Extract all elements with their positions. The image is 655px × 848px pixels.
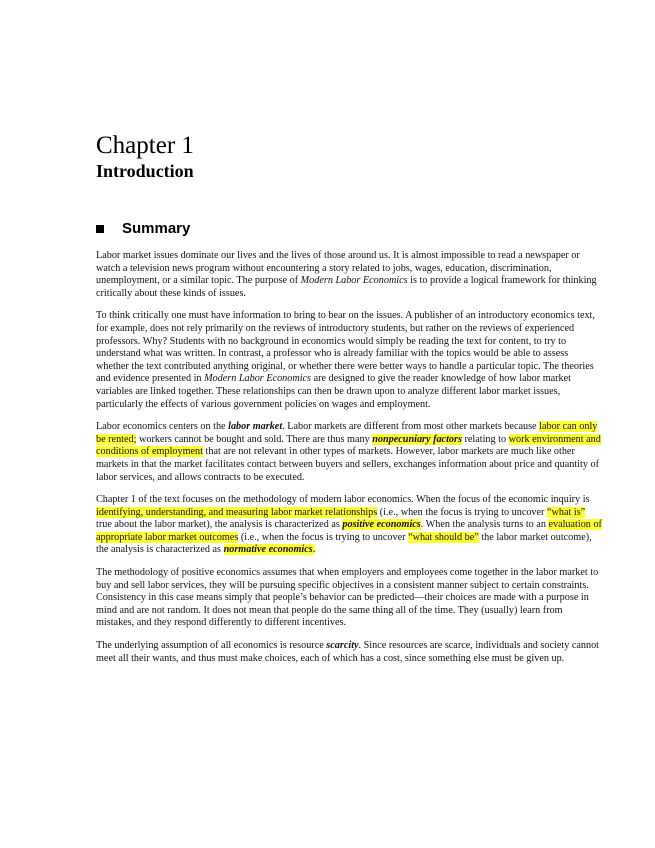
text-hlkw: positive economics: [342, 519, 421, 531]
text-em: Modern Labor Economics: [204, 373, 312, 385]
text-run: The methodology of positive economics assumes that when employers and employees come together in the labor market to buy and sell labor services, they will be pursuing specific objectives in a consistent manner subject to certain constraints. Consistency in this case means simply that people’s behavior can be predicted—their choices are made with a purpose in mind and are not random. It does not mean that people do the same thing all of the time. They (usually) learn from mistakes, and they respond differently to different incentives.: [96, 567, 599, 629]
text-kw: labor market: [228, 421, 283, 433]
text-hl: “what should be”: [408, 531, 479, 543]
text-run: Labor economics centers on the: [96, 421, 229, 433]
text-run: (i.e., when the focus is trying to uncover: [377, 506, 547, 518]
text-run: To think critically one must have information to bring to bear on the issues. A publisher of an introductory economics text, for example, does not rely primarily on the reviews of introductory students, but rather on the reviews of experienced professors. Why? Students with no background in economics would simply be reading the text for content, to try to understand what was written. In contrast, a professor who is already familiar with the topics would be able to assess whether the text contributed anything original, or whether there were better ways to handle a particular topic. The theories and evidence presented in: [96, 310, 595, 385]
chapter-title: Chapter 1: [96, 132, 194, 159]
text-run: (i.e., when the focus is trying to uncover: [238, 531, 409, 543]
text-run: Labor market issues dominate our lives and the lives of those around us. It is almost impossible to read a newspaper or watch a television news program without encountering a story related to jobs, wages, education, discrimination, unemployment, or a similar topic. The purpose of: [96, 250, 580, 287]
text-run: . Labor markets are different from most other markets because: [282, 421, 540, 433]
text-hl: evaluation of appropriate labor market outcomes: [96, 519, 602, 543]
section-heading: [96, 220, 602, 237]
paragraph: [96, 250, 602, 300]
text-kw: scarcity: [326, 640, 359, 652]
text-run: true about the labor market), the analysis is characterized as: [96, 519, 343, 531]
text-run: workers cannot be bought and sold. There are thus many: [136, 433, 373, 445]
text-run: The underlying assumption of all economics is resource: [96, 640, 327, 652]
text-run: . When the analysis turns to an: [420, 519, 549, 531]
paragraphs: [96, 250, 602, 665]
text-hl: “what is”: [547, 506, 586, 518]
text-hlkw: normative economics: [223, 544, 313, 556]
paragraph: [96, 310, 602, 411]
text-run: that are not relevant in other types of markets. However, labor markets are much like other markets in that the market facilitates contact between buyers and sellers, exchanges information about price and quantity of labor services, and allows contracts to be executed.: [96, 446, 599, 483]
text-hl: work environment and conditions of employment: [96, 433, 601, 458]
text-hl: identifying, understanding, and measuring labor market relationships: [96, 506, 378, 518]
paragraph: [96, 567, 602, 630]
paragraph: [96, 494, 602, 557]
text-run: . Since resources are scarce, individuals and society cannot meet all their wants, and thus must make choices, each of which has a cost, since something else must be given up.: [96, 640, 599, 664]
chapter-subtitle: Introduction: [96, 161, 194, 181]
square-bullet-icon: [96, 225, 104, 233]
page-content: [96, 132, 602, 675]
paragraph: [96, 421, 602, 484]
text-run: Chapter 1 of the text focuses on the methodology of modern labor economics. When the focus of the economic inquiry is: [96, 494, 590, 506]
text-run: relating to: [461, 433, 509, 445]
text-em: Modern Labor Economics: [300, 275, 408, 287]
text-run: the labor market outcome), the analysis is characterized as: [96, 531, 592, 556]
text-run: are designed to give the reader knowledge of how labor market variables are linked together. These relationships can then be drawn upon to analyze different labor market issues, particularly the effects of various government policies on wages and employment.: [96, 373, 571, 410]
paragraph: [96, 640, 602, 665]
section-title: Summary: [122, 220, 191, 237]
text-run: is to provide a logical framework for thinking critically about these kinds of issues.: [96, 275, 597, 299]
text-hlkw: nonpecuniary factors: [372, 433, 462, 445]
text-hl: .: [312, 544, 316, 556]
text-hl: labor can only be rented;: [96, 421, 598, 445]
